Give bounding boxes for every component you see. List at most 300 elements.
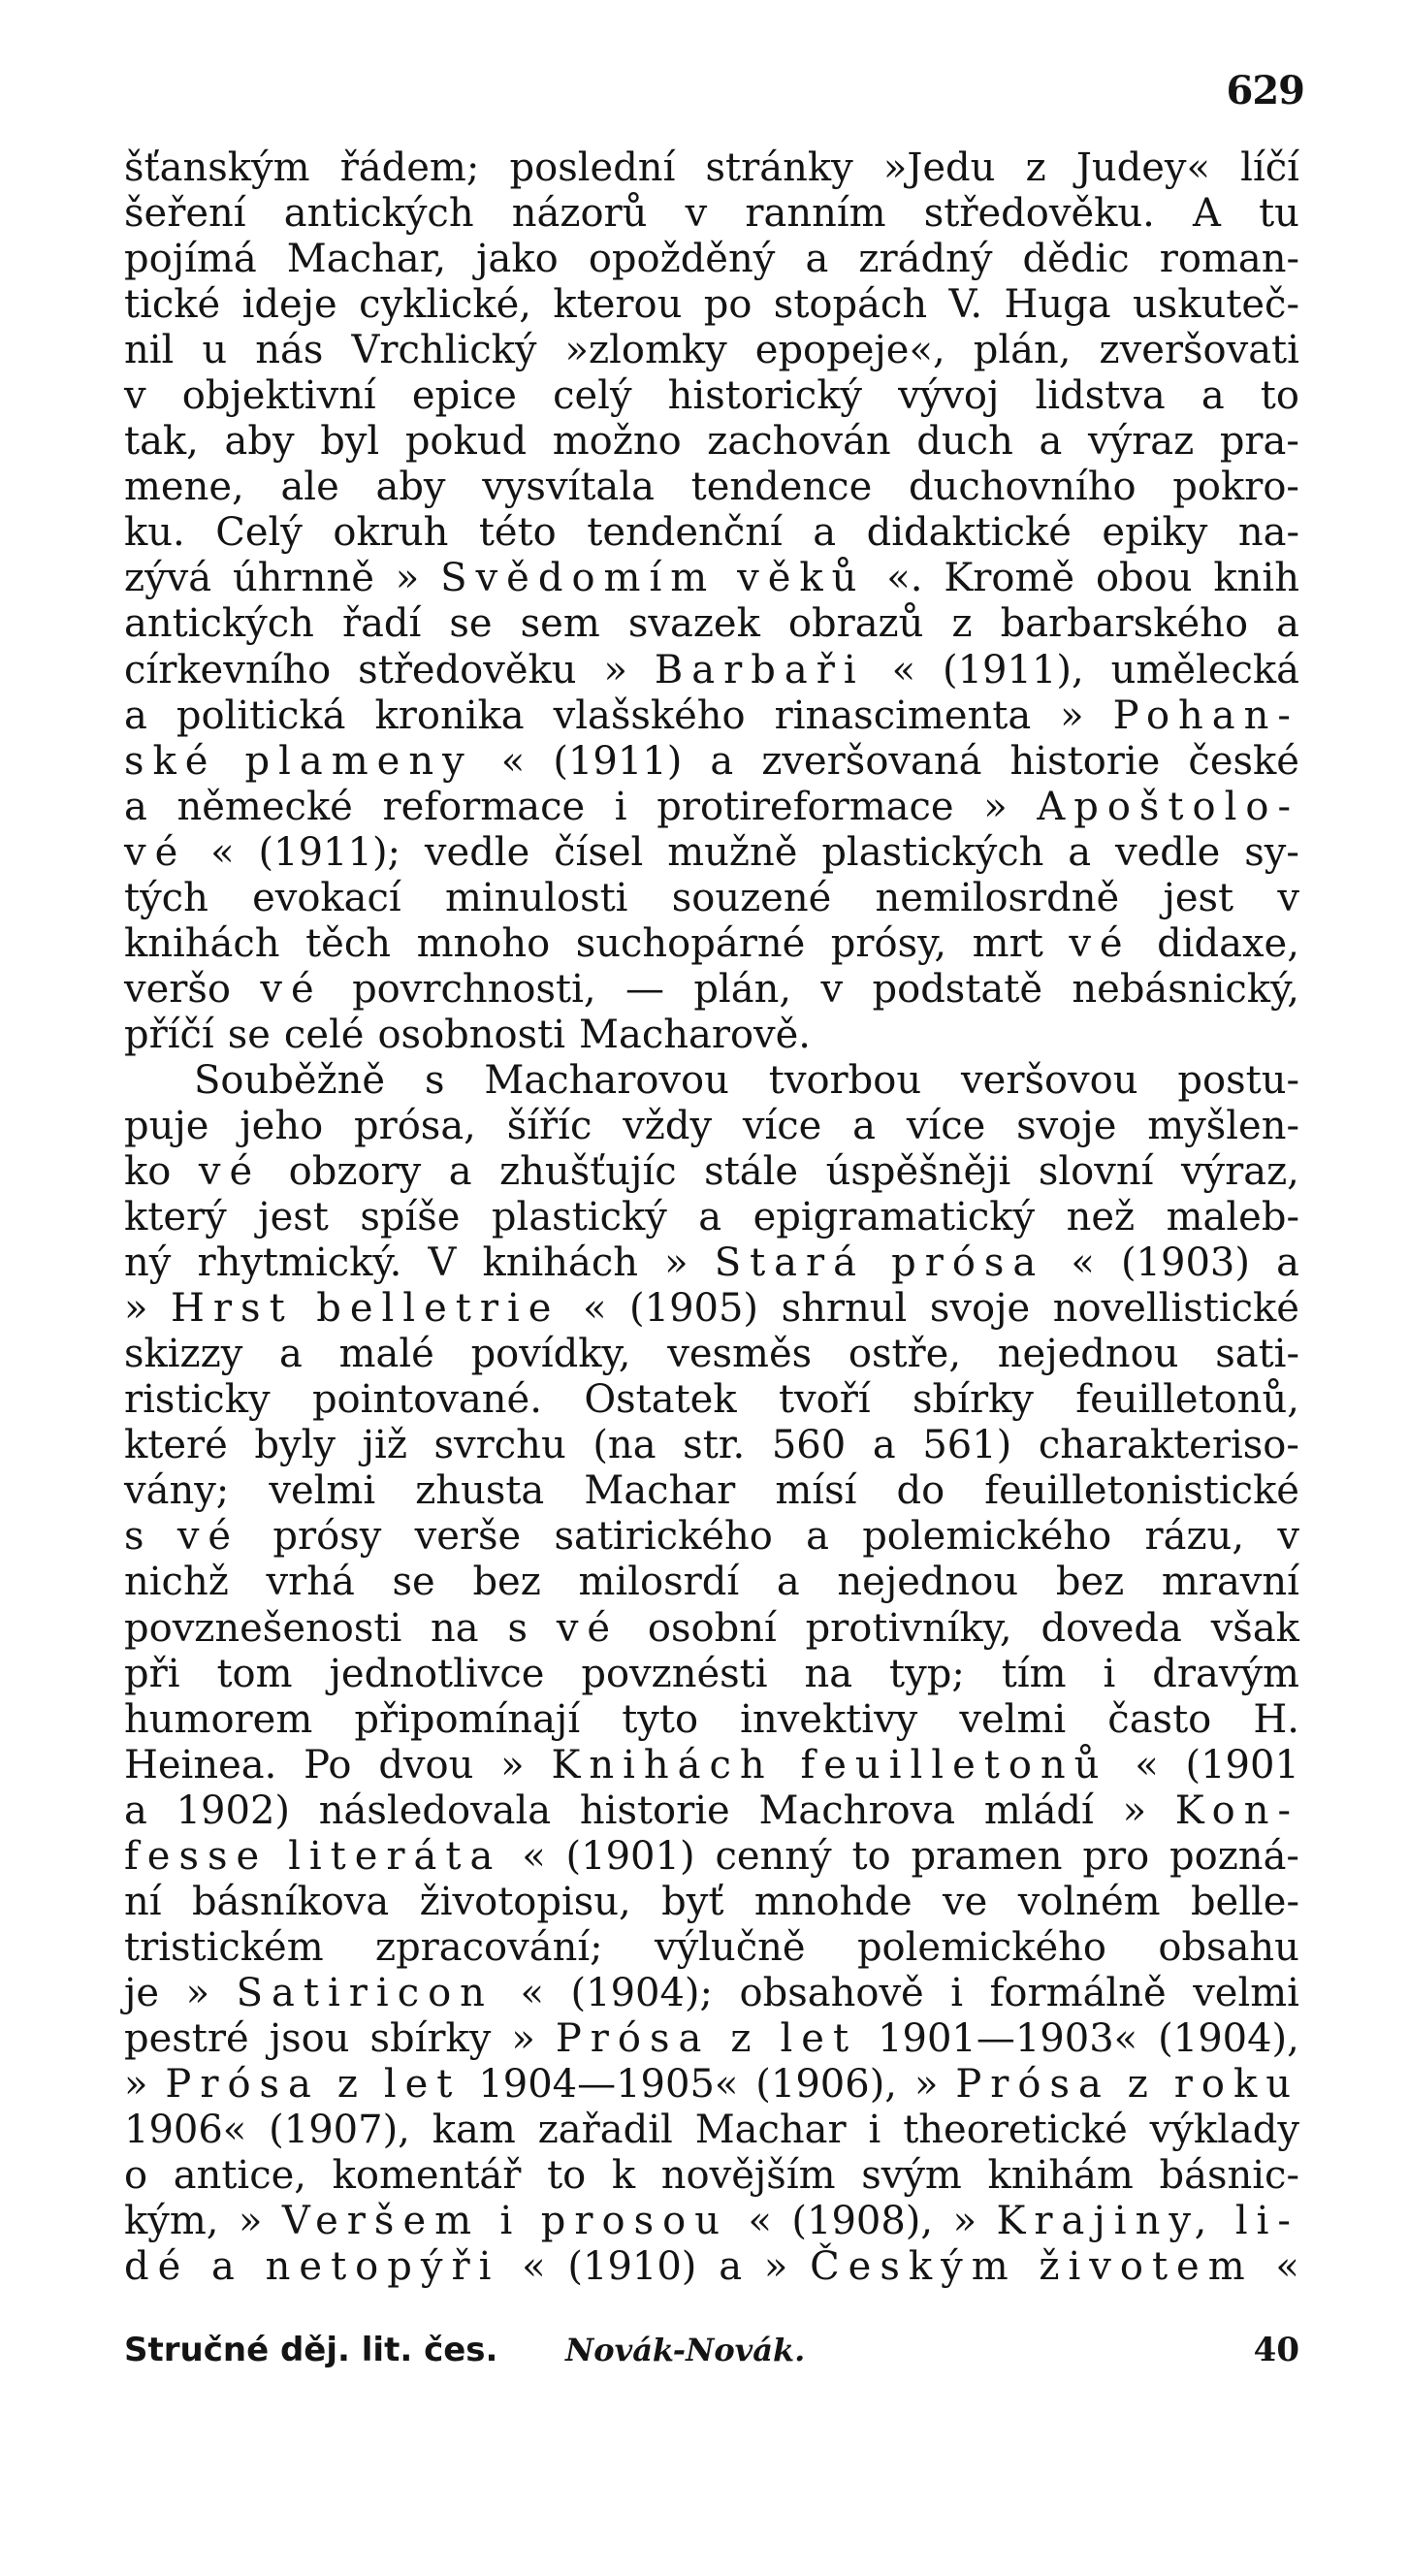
word: »: [185, 1970, 210, 2015]
word: polemického: [862, 1514, 1112, 1560]
word: zařadil: [537, 2108, 673, 2153]
word: zhusta: [415, 1468, 545, 1514]
word: vlašského: [553, 692, 746, 738]
spaced-title-word: li-: [1234, 2199, 1299, 2244]
word: «: [1135, 1742, 1159, 1787]
word: kam: [432, 2108, 516, 2153]
word: (1908),: [791, 2199, 934, 2244]
word: nejednou: [997, 1332, 1179, 1377]
spaced-title-word: vé: [176, 1514, 240, 1560]
word: při: [124, 1651, 180, 1696]
word: »: [511, 2015, 535, 2061]
text-line: [124, 2244, 1299, 2290]
word: a: [1068, 829, 1092, 875]
text-line: [124, 739, 1299, 785]
word: a: [710, 738, 734, 784]
word: »: [952, 2199, 977, 2244]
word: roman-: [1159, 237, 1299, 282]
word: (na: [592, 1423, 656, 1468]
word: často: [1107, 1696, 1212, 1742]
word: kým,: [124, 2199, 219, 2244]
word: doveda: [1041, 1605, 1182, 1651]
word: Po: [304, 1742, 352, 1787]
word: k: [611, 2153, 636, 2199]
word: 1902): [176, 1787, 291, 1833]
word: mrt: [972, 920, 1043, 966]
word: «: [500, 738, 526, 784]
word: Kromě: [944, 556, 1075, 601]
word: obsahu: [1158, 1924, 1299, 1970]
word: (1907),: [269, 2108, 410, 2153]
footer-sheet-number: 40: [1253, 2331, 1299, 2369]
word: je: [124, 1970, 160, 2015]
word: Huga: [1004, 282, 1111, 328]
word: příčí: [124, 1012, 214, 1057]
word: evokací: [252, 875, 401, 920]
word: z: [1025, 145, 1046, 190]
word: «: [522, 2244, 546, 2290]
text-line: [124, 967, 1299, 1013]
word: svým: [861, 2153, 962, 2199]
page-number: 629: [1226, 68, 1304, 113]
word: «: [748, 2199, 772, 2244]
word: rhytmický.: [197, 1240, 402, 1286]
word: veršovou: [961, 1057, 1138, 1103]
word: šťanským: [124, 145, 310, 190]
word: historie: [579, 1787, 730, 1833]
text-line: [124, 2108, 1299, 2153]
word: ostře,: [848, 1332, 962, 1377]
word: zveršovaná: [761, 738, 982, 784]
word: a: [776, 1560, 800, 1605]
word: výraz,: [1180, 1149, 1299, 1195]
text-line: [124, 876, 1299, 921]
word: barbarského: [1000, 601, 1249, 647]
word: pestré: [124, 2015, 249, 2061]
word: vždy: [623, 1103, 713, 1148]
word: i: [1103, 1651, 1116, 1696]
spaced-title-word: Hrst: [171, 1286, 294, 1332]
word: na: [804, 1651, 853, 1696]
word: feuilletonů,: [1075, 1377, 1299, 1423]
word: a: [448, 1149, 472, 1195]
word: více: [742, 1103, 822, 1148]
word: tvoří: [778, 1377, 871, 1423]
word: V: [428, 1240, 457, 1286]
word: a: [124, 784, 147, 829]
word: myšlen-: [1147, 1103, 1299, 1148]
text-line: [124, 191, 1299, 237]
text-line: [124, 328, 1299, 373]
text-line: [124, 556, 1299, 601]
word: invektivy: [740, 1696, 918, 1742]
word: ku.: [124, 510, 185, 556]
word: knihám: [987, 2153, 1134, 2199]
word: protivníky,: [805, 1605, 1012, 1651]
word: jest: [1163, 875, 1234, 920]
word: antických: [283, 191, 474, 237]
word: z: [951, 601, 973, 647]
spaced-title-word: prósa: [891, 1240, 1045, 1286]
footer-book-title: Stručné děj. lit. čes.: [124, 2331, 498, 2369]
word: se: [227, 1012, 271, 1057]
text-line: [124, 1377, 1299, 1423]
word: německé: [176, 784, 353, 829]
word: úhrnně: [233, 556, 374, 601]
word: to: [851, 1833, 891, 1879]
spaced-title-word: z: [730, 2015, 760, 2061]
word: risticky: [124, 1377, 271, 1423]
text-line: [124, 1149, 1299, 1195]
word: svazek: [627, 601, 760, 647]
word: uskuteč-: [1133, 282, 1299, 328]
spaced-title-word: Apoštolo-: [1037, 784, 1299, 829]
word: a: [1201, 373, 1225, 419]
word: sbírky: [913, 1377, 1034, 1423]
word: (1903): [1120, 1240, 1250, 1286]
word: jsou: [269, 2015, 350, 2061]
word: byl: [320, 419, 380, 465]
word: mísí: [775, 1468, 857, 1514]
word: «: [582, 1286, 607, 1332]
spaced-title-word: Krajiny,: [996, 2199, 1216, 2244]
word: belle-: [1190, 1879, 1299, 1924]
word: 1904—1905«: [478, 2061, 739, 2107]
word: suchopárné: [575, 920, 806, 966]
word: tendenční: [587, 510, 783, 556]
word: mládí: [983, 1787, 1094, 1833]
text-line: [124, 601, 1299, 647]
text-line: [124, 1286, 1299, 1332]
word: tvorbou: [768, 1057, 922, 1103]
word: »: [124, 1286, 148, 1332]
word: šeření: [124, 191, 246, 237]
word: tom: [216, 1651, 293, 1696]
page-footer: [124, 2326, 1299, 2374]
word: poslední: [509, 145, 676, 190]
spaced-title-word: literáta: [288, 1833, 502, 1879]
word: zachován: [707, 419, 891, 465]
word: plán,: [693, 966, 792, 1012]
text-line: [124, 2062, 1299, 2108]
word: veršo: [124, 966, 231, 1012]
word: antice,: [173, 2153, 307, 2199]
word: dravým: [1152, 1651, 1299, 1696]
word: »: [395, 556, 420, 601]
word: pokud: [404, 419, 528, 465]
word: didaktické: [866, 510, 1072, 556]
spaced-title-word: let: [383, 2061, 462, 2107]
word: knihách: [124, 920, 280, 966]
text-line: [124, 1423, 1299, 1468]
word: umělecká: [1110, 647, 1299, 692]
word: vysvítala: [482, 465, 655, 510]
spaced-title-word: vé: [1069, 920, 1132, 966]
spaced-title-word: roku: [1173, 2061, 1299, 2107]
word: (1901: [1185, 1742, 1299, 1787]
word: Vrchlický: [351, 328, 537, 373]
word: aby: [224, 419, 295, 465]
word: vývoj: [898, 373, 1000, 419]
word: »: [124, 2061, 148, 2107]
word: a: [124, 692, 147, 738]
word: (1904);: [570, 1970, 713, 2015]
word: pro: [1082, 1833, 1150, 1879]
word: a: [806, 1514, 829, 1560]
word: a: [279, 1332, 303, 1377]
word: obou: [1095, 556, 1193, 601]
word: nás: [255, 328, 324, 373]
word: a: [124, 1787, 147, 1833]
spaced-title-word: vé: [124, 829, 187, 875]
word: H.: [1253, 1696, 1299, 1742]
word: velmi: [1193, 1970, 1299, 2015]
word: okruh: [333, 510, 449, 556]
word: shrnul: [781, 1286, 908, 1332]
word: jako: [476, 237, 559, 282]
word: mužně: [667, 829, 798, 875]
word: volném: [1017, 1879, 1161, 1924]
word: plastických: [821, 829, 1044, 875]
word: »: [603, 647, 627, 692]
word: stále: [704, 1149, 799, 1195]
word: celý: [553, 373, 632, 419]
word: a: [698, 1195, 722, 1240]
word: ranním: [745, 191, 886, 237]
word: české: [1188, 738, 1299, 784]
word: a: [719, 2244, 743, 2290]
text-line: [124, 693, 1299, 739]
word: (1911): [553, 738, 683, 784]
word: a: [813, 510, 837, 556]
text-line: [124, 1880, 1299, 1925]
word: Ostatek: [584, 1377, 737, 1423]
spaced-title-word: Barbaři: [654, 647, 865, 692]
word: str.: [683, 1423, 746, 1468]
word: který: [124, 1195, 227, 1240]
word: stopách: [773, 282, 928, 328]
word: A: [1193, 191, 1221, 237]
word: prósa,: [354, 1103, 476, 1148]
word: zývá: [124, 556, 212, 601]
word: a: [1039, 419, 1063, 465]
word: podstatě: [872, 966, 1042, 1012]
word: didaxe,: [1157, 920, 1299, 966]
word: než: [1066, 1195, 1136, 1240]
word: novějším: [660, 2153, 836, 2199]
spaced-title-word: i: [499, 2199, 522, 2244]
word: maleb-: [1166, 1195, 1299, 1240]
word: této: [478, 510, 557, 556]
text-line: [124, 1560, 1299, 1605]
word: vrhá: [266, 1560, 355, 1605]
word: stránky: [705, 145, 853, 190]
word: 561): [922, 1423, 1012, 1468]
word: sem: [520, 601, 600, 647]
word: výklady: [1149, 2108, 1299, 2153]
word: epopeje«,: [754, 328, 945, 373]
word: povznésti: [581, 1651, 768, 1696]
word: politická: [176, 692, 346, 738]
word: šíříc: [506, 1103, 592, 1148]
text-line: [124, 465, 1299, 510]
text-line: [124, 1834, 1299, 1880]
body-text: [124, 145, 1299, 2290]
word: Heinea.: [124, 1742, 277, 1787]
word: dědic: [1022, 237, 1130, 282]
word: epiky: [1102, 510, 1208, 556]
text-line: [124, 1332, 1299, 1377]
word: v: [124, 373, 146, 419]
spaced-title-word: Prósa: [165, 2061, 320, 2107]
word: »: [238, 2199, 263, 2244]
spaced-title-word: Českým: [810, 2244, 1017, 2290]
word: »: [500, 1742, 525, 1787]
word: Macharově.: [579, 1012, 812, 1057]
spaced-title-word: vé: [260, 966, 323, 1012]
word: sy-: [1244, 829, 1299, 875]
word: tyto: [622, 1696, 699, 1742]
word: postu-: [1177, 1057, 1299, 1103]
word: formálně: [989, 1970, 1167, 2015]
word: slovní: [1038, 1149, 1154, 1195]
spaced-title-word: vé: [556, 1605, 620, 1651]
word: (1905): [629, 1286, 759, 1332]
word: tu: [1259, 191, 1299, 237]
word: skizzy: [124, 1332, 243, 1377]
text-line: [124, 1240, 1299, 1286]
word: mnohde: [753, 1879, 913, 1924]
word: jeho: [240, 1103, 324, 1148]
word: ko: [124, 1149, 172, 1195]
word: spíše: [360, 1195, 461, 1240]
word: připomínají: [354, 1696, 581, 1742]
word: 1901—1903«: [878, 2015, 1138, 2061]
spaced-title-word: Pohan-: [1112, 692, 1299, 738]
word: v: [820, 966, 844, 1012]
word: ideje: [241, 282, 337, 328]
word: cyklické,: [359, 282, 531, 328]
word: osobnosti: [377, 1012, 566, 1057]
word: (1904),: [1158, 2015, 1299, 2061]
word: v: [685, 191, 708, 237]
word: pozná-: [1169, 1833, 1299, 1879]
spaced-title-word: a: [211, 2244, 243, 2290]
word: zpracování;: [375, 1924, 603, 1970]
word: a: [1276, 601, 1299, 647]
word: povrchnosti,: [352, 966, 596, 1012]
spaced-title-word: let: [780, 2015, 858, 2061]
word: antických: [124, 601, 314, 647]
word: tak,: [124, 419, 199, 465]
text-line: [124, 785, 1299, 830]
word: novellistické: [1052, 1286, 1299, 1332]
text-line: [124, 1058, 1299, 1104]
word: «: [1275, 2244, 1299, 2290]
word: pramen: [911, 1833, 1063, 1879]
word: knihách: [482, 1240, 639, 1286]
word: obrazů: [787, 601, 924, 647]
word: nemilosrdně: [875, 875, 1120, 920]
word: středověku: [358, 647, 577, 692]
word: svoje: [929, 1286, 1031, 1332]
word: sati-: [1215, 1332, 1299, 1377]
word: ní: [124, 1879, 162, 1924]
word: které: [124, 1423, 228, 1468]
text-line: [124, 282, 1299, 328]
word: kronika: [374, 692, 525, 738]
word: obsahově: [739, 1970, 924, 2015]
word: do: [896, 1468, 945, 1514]
word: 1906«: [124, 2108, 247, 2153]
word: (1911),: [942, 647, 1084, 692]
word: »Jedu: [882, 145, 996, 190]
word: povznešenosti: [124, 1605, 402, 1651]
text-line: [124, 237, 1299, 282]
word: to: [547, 2153, 587, 2199]
word: duchovního: [908, 465, 1137, 510]
text-line: [124, 648, 1299, 693]
word: (1911);: [258, 829, 401, 875]
word: se: [392, 1560, 435, 1605]
word: nejednou: [837, 1560, 1019, 1605]
word: po: [703, 282, 753, 328]
word: byly: [254, 1423, 336, 1468]
word: již: [362, 1423, 407, 1468]
word: puje: [124, 1103, 209, 1148]
word: vesměs: [667, 1332, 813, 1377]
word: s: [424, 1057, 445, 1103]
spaced-title-word: Veršem: [281, 2199, 481, 2244]
word: vedle: [424, 829, 530, 875]
text-line: [124, 921, 1299, 967]
word: názorů: [511, 191, 648, 237]
word: nichž: [124, 1560, 229, 1605]
word: sbírky: [369, 2015, 492, 2061]
spaced-title-word: Stará: [714, 1240, 865, 1286]
word: —: [624, 966, 664, 1012]
word: mnoho: [416, 920, 551, 966]
word: líčí: [1240, 145, 1299, 190]
text-line: [124, 510, 1299, 556]
word: «.: [886, 556, 923, 601]
word: »: [913, 2061, 939, 2107]
word: s: [124, 1514, 144, 1560]
spaced-title-word: z: [1127, 2061, 1157, 2107]
word: historie: [1009, 738, 1161, 784]
word: prósy,: [830, 920, 947, 966]
word: humorem: [124, 1696, 313, 1742]
word: povídky,: [470, 1332, 631, 1377]
word: aby: [375, 465, 446, 510]
text-line: [124, 419, 1299, 465]
spaced-title-word: Satiricon: [236, 1970, 494, 2015]
spaced-title-word: Kon-: [1174, 1787, 1299, 1833]
word: nil: [124, 328, 175, 373]
word: a: [1276, 1240, 1299, 1286]
word: 560: [771, 1423, 847, 1468]
text-line: [124, 1788, 1299, 1834]
word: na-: [1237, 510, 1299, 556]
word: minulosti: [444, 875, 628, 920]
word: »: [1060, 692, 1084, 738]
spaced-title-word: dé: [124, 2244, 190, 2290]
word: ný: [124, 1240, 172, 1286]
word: plastický: [491, 1195, 667, 1240]
spaced-title-word: fesse: [124, 1833, 269, 1879]
word: Machrova: [758, 1787, 956, 1833]
word: komentář: [332, 2153, 522, 2199]
